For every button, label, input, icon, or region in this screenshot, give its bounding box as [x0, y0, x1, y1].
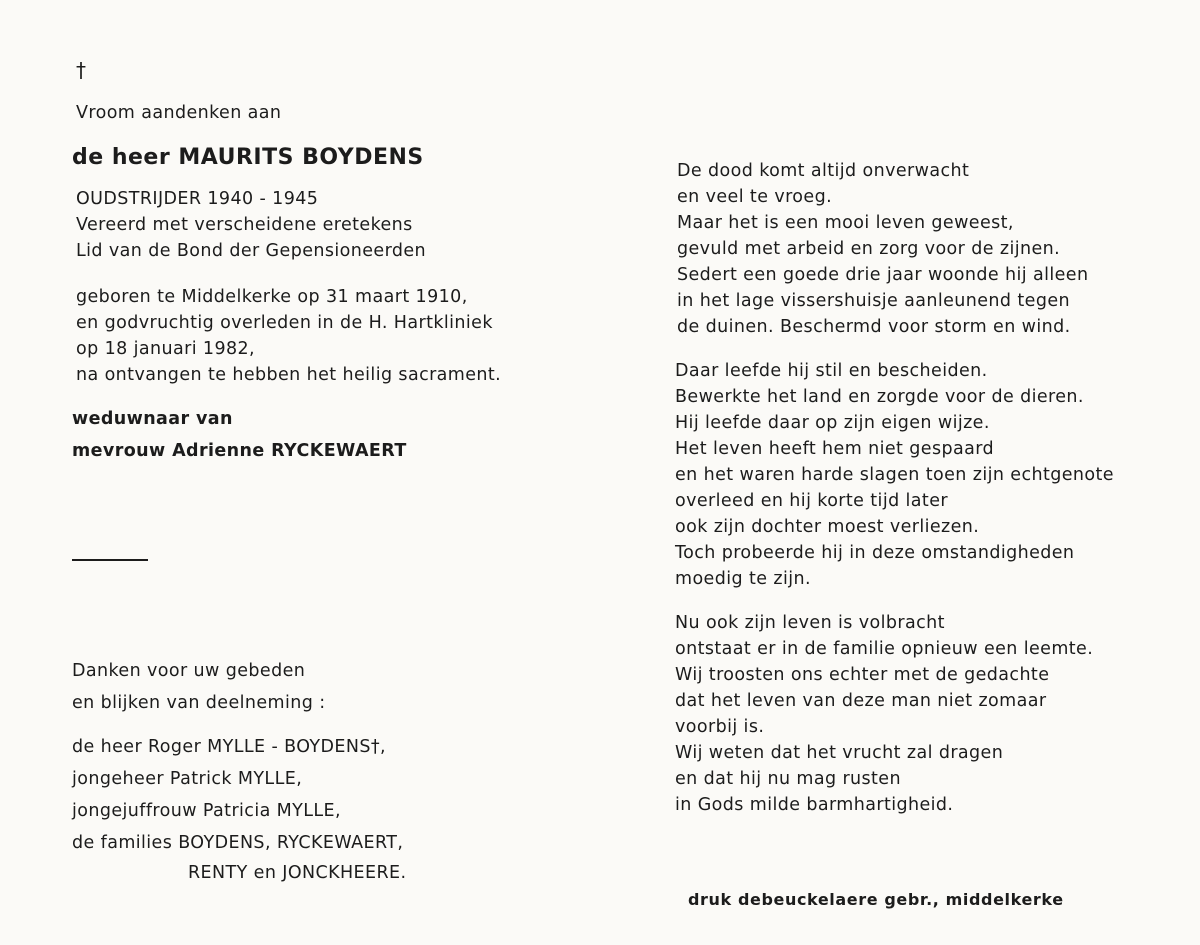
poem-line: Wij weten dat het vrucht zal dragen [675, 743, 1004, 763]
poem-line: dat het leven van deze man niet zomaar [675, 691, 1047, 711]
deceased-name: MAURITS BOYDENS [178, 145, 424, 170]
deceased-name-line [72, 145, 424, 170]
poem-line: en dat hij nu mag rusten [675, 769, 901, 789]
poem-line: Hij leefde daar op zijn eigen wijze. [675, 413, 990, 433]
poem-line: Maar het is een mooi leven geweest, [677, 213, 1014, 233]
poem-line: Nu ook zijn leven is volbracht [675, 613, 945, 633]
birth-death-line-3: op 18 januari 1982, [76, 339, 256, 359]
birth-death-line-2: en godvruchtig overleden in de H. Hartkliniek [76, 313, 493, 333]
poem-line: voorbij is. [675, 717, 765, 737]
poem-line: en het waren harde slagen toen zijn echtgenote [675, 465, 1114, 485]
poem-line: Sedert een goede drie jaar woonde hij alleen [677, 265, 1089, 285]
poem-line: Daar leefde hij stil en bescheiden. [675, 361, 988, 381]
birth-death-line-4: na ontvangen te hebben het heilig sacrament. [76, 365, 502, 385]
poem-line: ontstaat er in de familie opnieuw een leemte. [675, 639, 1094, 659]
thanks-line-2: en blijken van deelneming : [72, 693, 326, 713]
poem-line: overleed en hij korte tijd later [675, 491, 948, 511]
spouse-name: mevrouw Adrienne RYCKEWAERT [72, 441, 407, 461]
poem-line: in het lage vissershuisje aanleunend tegen [677, 291, 1070, 311]
poem-line: Het leven heeft hem niet gespaard [675, 439, 995, 459]
family-line-5: RENTY en JONCKHEERE. [188, 863, 407, 883]
poem-line: Wij troosten ons echter met de gedachte [675, 665, 1050, 685]
poem-line: De dood komt altijd onverwacht [677, 161, 970, 181]
poem-line: Bewerkte het land en zorgde voor de dieren. [675, 387, 1084, 407]
poem-line: Toch probeerde hij in deze omstandigheden [675, 543, 1075, 563]
poem-line: moedig te zijn. [675, 569, 811, 589]
title-line-3: Lid van de Bond der Gepensioneerden [76, 241, 427, 261]
family-line-2: jongeheer Patrick MYLLE, [72, 769, 303, 789]
divider [72, 559, 148, 561]
name-prefix: de heer [72, 145, 171, 170]
family-line-1: de heer Roger MYLLE - BOYDENS†, [72, 737, 386, 757]
family-line-4: de families BOYDENS, RYCKEWAERT, [72, 833, 404, 853]
poem-line: de duinen. Beschermd voor storm en wind. [677, 317, 1071, 337]
printer-credit: druk debeuckelaere gebr., middelkerke [688, 890, 1064, 909]
thanks-line-1: Danken voor uw gebeden [72, 661, 306, 681]
title-line-2: Vereerd met verscheidene eretekens [76, 215, 413, 235]
widower-label: weduwnaar van [72, 409, 233, 429]
poem-line: ook zijn dochter moest verliezen. [675, 517, 980, 537]
birth-death-line-1: geboren te Middelkerke op 31 maart 1910, [76, 287, 468, 307]
cross-icon: † [76, 58, 86, 82]
family-line-3: jongejuffrouw Patricia MYLLE, [72, 801, 341, 821]
intro-text: Vroom aandenken aan [76, 103, 282, 123]
poem-line: en veel te vroeg. [677, 187, 833, 207]
title-line-1: OUDSTRIJDER 1940 - 1945 [76, 189, 319, 209]
poem-line: gevuld met arbeid en zorg voor de zijnen. [677, 239, 1061, 259]
poem-line: in Gods milde barmhartigheid. [675, 795, 954, 815]
